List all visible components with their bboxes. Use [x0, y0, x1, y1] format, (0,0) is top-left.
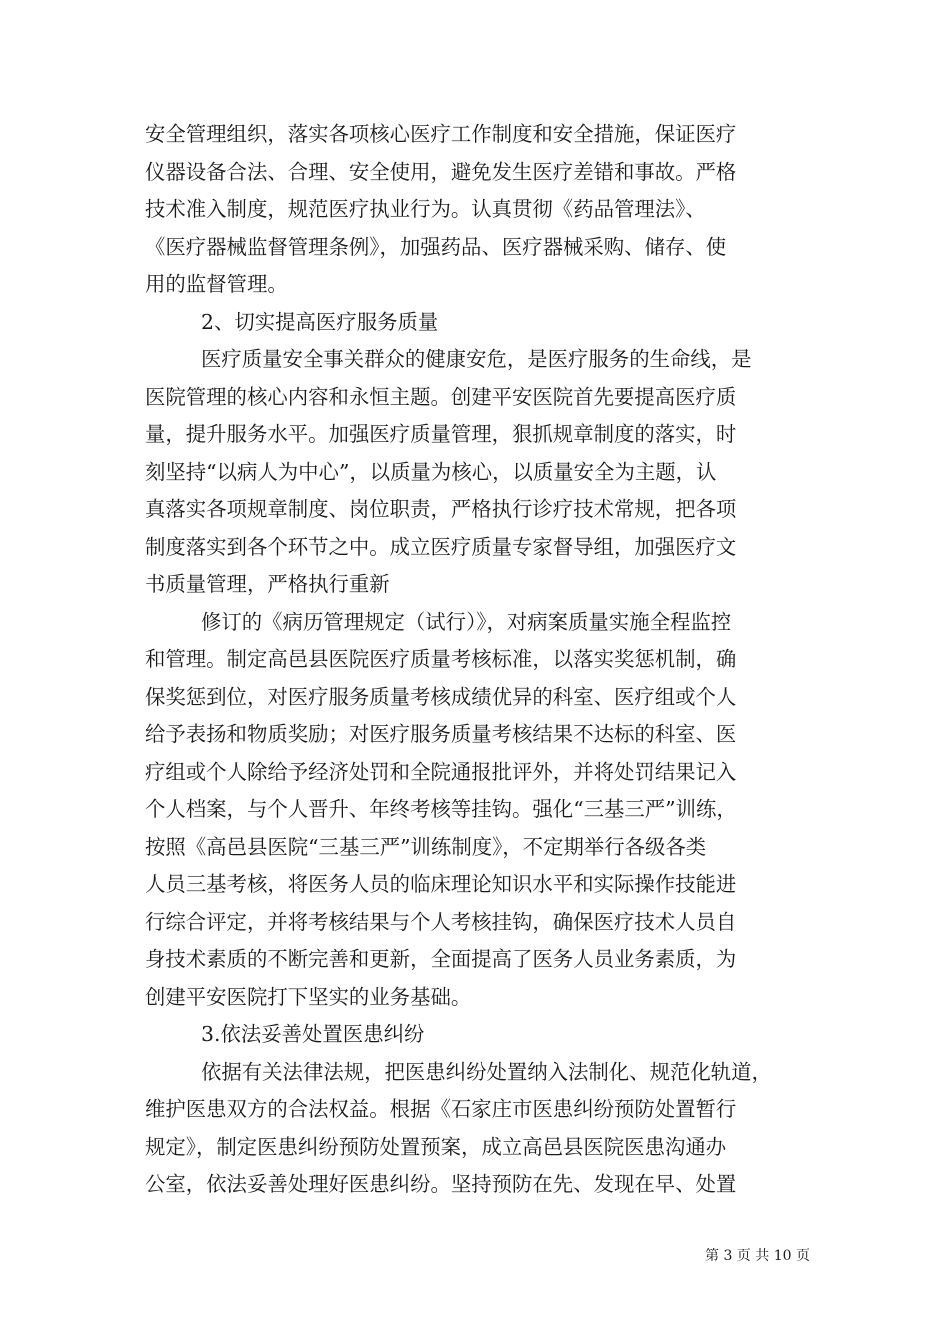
text-line: 安全管理组织，落实各项核心医疗工作制度和安全措施，保证医疗 [145, 122, 737, 146]
text-line: 书质量管理，严格执行重新 [145, 572, 390, 596]
text-line: 维护医患双方的合法权益。根据《石家庄市医患纠纷预防处置暂行 [145, 1097, 737, 1121]
text-line: 刻坚持“以病人为中心”，以质量为核心，以质量安全为主题，认 [145, 459, 717, 484]
text-line: 保奖惩到位，对医疗服务质量考核成绩优异的科室、医疗组或个人 [145, 684, 737, 709]
text-line: 人员三基考核，将医务人员的临床理论知识水平和实际操作技能进 [145, 872, 737, 896]
text-line: 量，提升服务水平。加强医疗质量管理，狠抓规章制度的落实，时 [145, 422, 737, 446]
text-line: 给予表扬和物质奖励；对医疗服务质量考核结果不达标的科室、医 [145, 722, 737, 746]
document-body [145, 116, 805, 1204]
text-line: 制度落实到各个环节之中。成立医疗质量专家督导组，加强医疗文 [145, 534, 737, 559]
text-line: 修订的《病历管理规定（试行）》，对病案质量实施全程监控 [201, 609, 732, 634]
section-heading: 3.依法妥善处置医患纠纷 [201, 1022, 425, 1046]
text-line: 用的监督管理。 [145, 272, 288, 296]
text-line: 医院管理的核心内容和永恒主题。创建平安医院首先要提高医疗质 [145, 384, 737, 409]
text-line: 创建平安医院打下坚实的业务基础。 [145, 984, 472, 1009]
text-line: 和管理。制定高邑县医院医疗质量考核标准，以落实奖惩机制，确 [145, 647, 737, 671]
text-line: 规定》，制定医患纠纷预防处置预案，成立高邑县医院医患沟通办 [145, 1134, 727, 1159]
text-line: 行综合评定，并将考核结果与个人考核挂钩，确保医疗技术人员自 [145, 909, 737, 934]
text-line: 医疗质量安全事关群众的健康安危，是医疗服务的生命线，是 [201, 347, 752, 371]
text-line: 疗组或个人除给予经济处罚和全院通报批评外，并将处罚结果记入 [145, 759, 737, 784]
text-line: 个人档案，与个人晋升、年终考核等挂钩。强化“三基三严”训练， [145, 797, 737, 821]
text-line: 技术准入制度，规范医疗执业行为。认真贯彻《药品管理法》、 [145, 197, 706, 221]
page-number-footer: 第 3 页 共 10 页 [705, 1248, 810, 1264]
text-line: 仪器设备合法、合理、安全使用，避免发生医疗差错和事故。严格 [145, 159, 737, 184]
text-line: 依据有关法律法规，把医患纠纷处置纳入法制化、规范化轨道， [201, 1059, 772, 1084]
text-line: 公室，依法妥善处理好医患纠纷。坚持预防在先、发现在早、处置 [145, 1172, 737, 1196]
text-line: 身技术素质的不断完善和更新，全面提高了医务人员业务素质，为 [145, 947, 737, 971]
text-line: 真落实各项规章制度、岗位职责，严格执行诊疗技术常规，把各项 [145, 497, 737, 521]
section-heading: 2、切实提高医疗服务质量 [201, 309, 439, 334]
text-line: 《医疗器械监督管理条例》，加强药品、医疗器械采购、储存、使 [145, 234, 727, 259]
text-line: 按照《高邑县医院“三基三严”训练制度》，不定期举行各级各类 [145, 834, 707, 859]
